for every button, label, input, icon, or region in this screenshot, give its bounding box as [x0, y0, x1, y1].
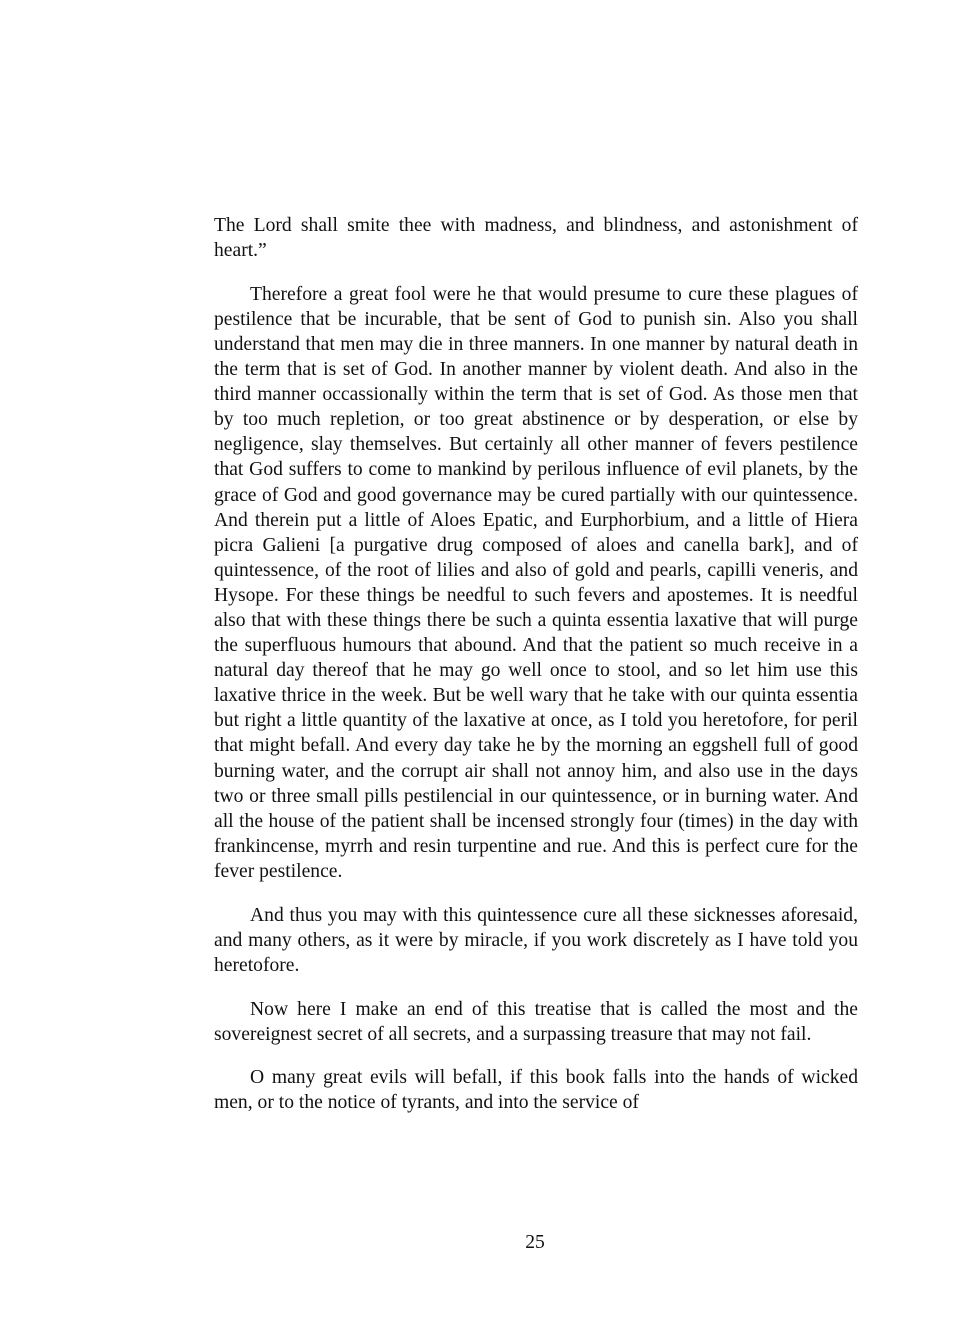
paragraph-3: And thus you may with this quintessence cure all these sicknesses aforesaid, and many others, as it were by miracle, if you work discretely as I have told you heretofore. — [214, 904, 858, 976]
page-body — [214, 213, 858, 1115]
paragraph-4: Now here I make an end of this treatise that is called the most and the sovereignest secret of all secrets, and a surpassing treasure that may not fail. — [214, 998, 858, 1045]
paragraph-2: Therefore a great fool were he that would presume to cure these plagues of pestilence that be incurable, that be sent of God to punish sin. Also you shall understand that men may die in three manners. In one manner by natural death in the term that is set of God. In another manner by violent death. And also in the third manner occassionally within the term that is set of God. As those men that by too much repletion, or too great abstinence or by desperation, or else by negligence, slay themselves. But certainly all other manner of fevers pestilence that God suffers to come to mankind by perilous influence of evil planets, by the grace of God and good governance may be cured partially with our quintessence. And therein put a little of Aloes Epatic, and Eurphorbium, and a little of Hiera picra Galieni [a purgative drug composed of aloes and canella bark], and of quintessence, of the root of lilies and also of gold and pearls, capilli veneris, and Hysope. For these things be needful to such fevers and apostemes. It is needful also that with these things there be such a quinta essentia laxative that will purge the superfluous humours that abound. And that the patient so much receive in a natural day thereof that he may go well once to stool, and so let him use this laxative thrice in the week. But be well wary that he take with our quinta essentia but right a little quantity of the laxative at once, as I told you heretofore, for peril that might befall. And every day take he by the morning an eggshell full of good burning water, and the corrupt air shall not annoy him, and also use in the days two or three small pills pestilencial in our quintessence, or in burning water. And all the house of the patient shall be incensed strongly four (times) in the day with frankincense, myrrh and resin turpentine and rue. And this is perfect cure for the fever pestilence. — [214, 283, 858, 882]
paragraph-5: O many great evils will befall, if this book falls into the hands of wicked men, or to the notice of tyrants, and into the service of — [214, 1067, 858, 1114]
paragraph-1: The Lord shall smite thee with madness, and blindness, and astonishment of heart.” — [214, 215, 858, 262]
page-number: 25 — [525, 1232, 545, 1253]
